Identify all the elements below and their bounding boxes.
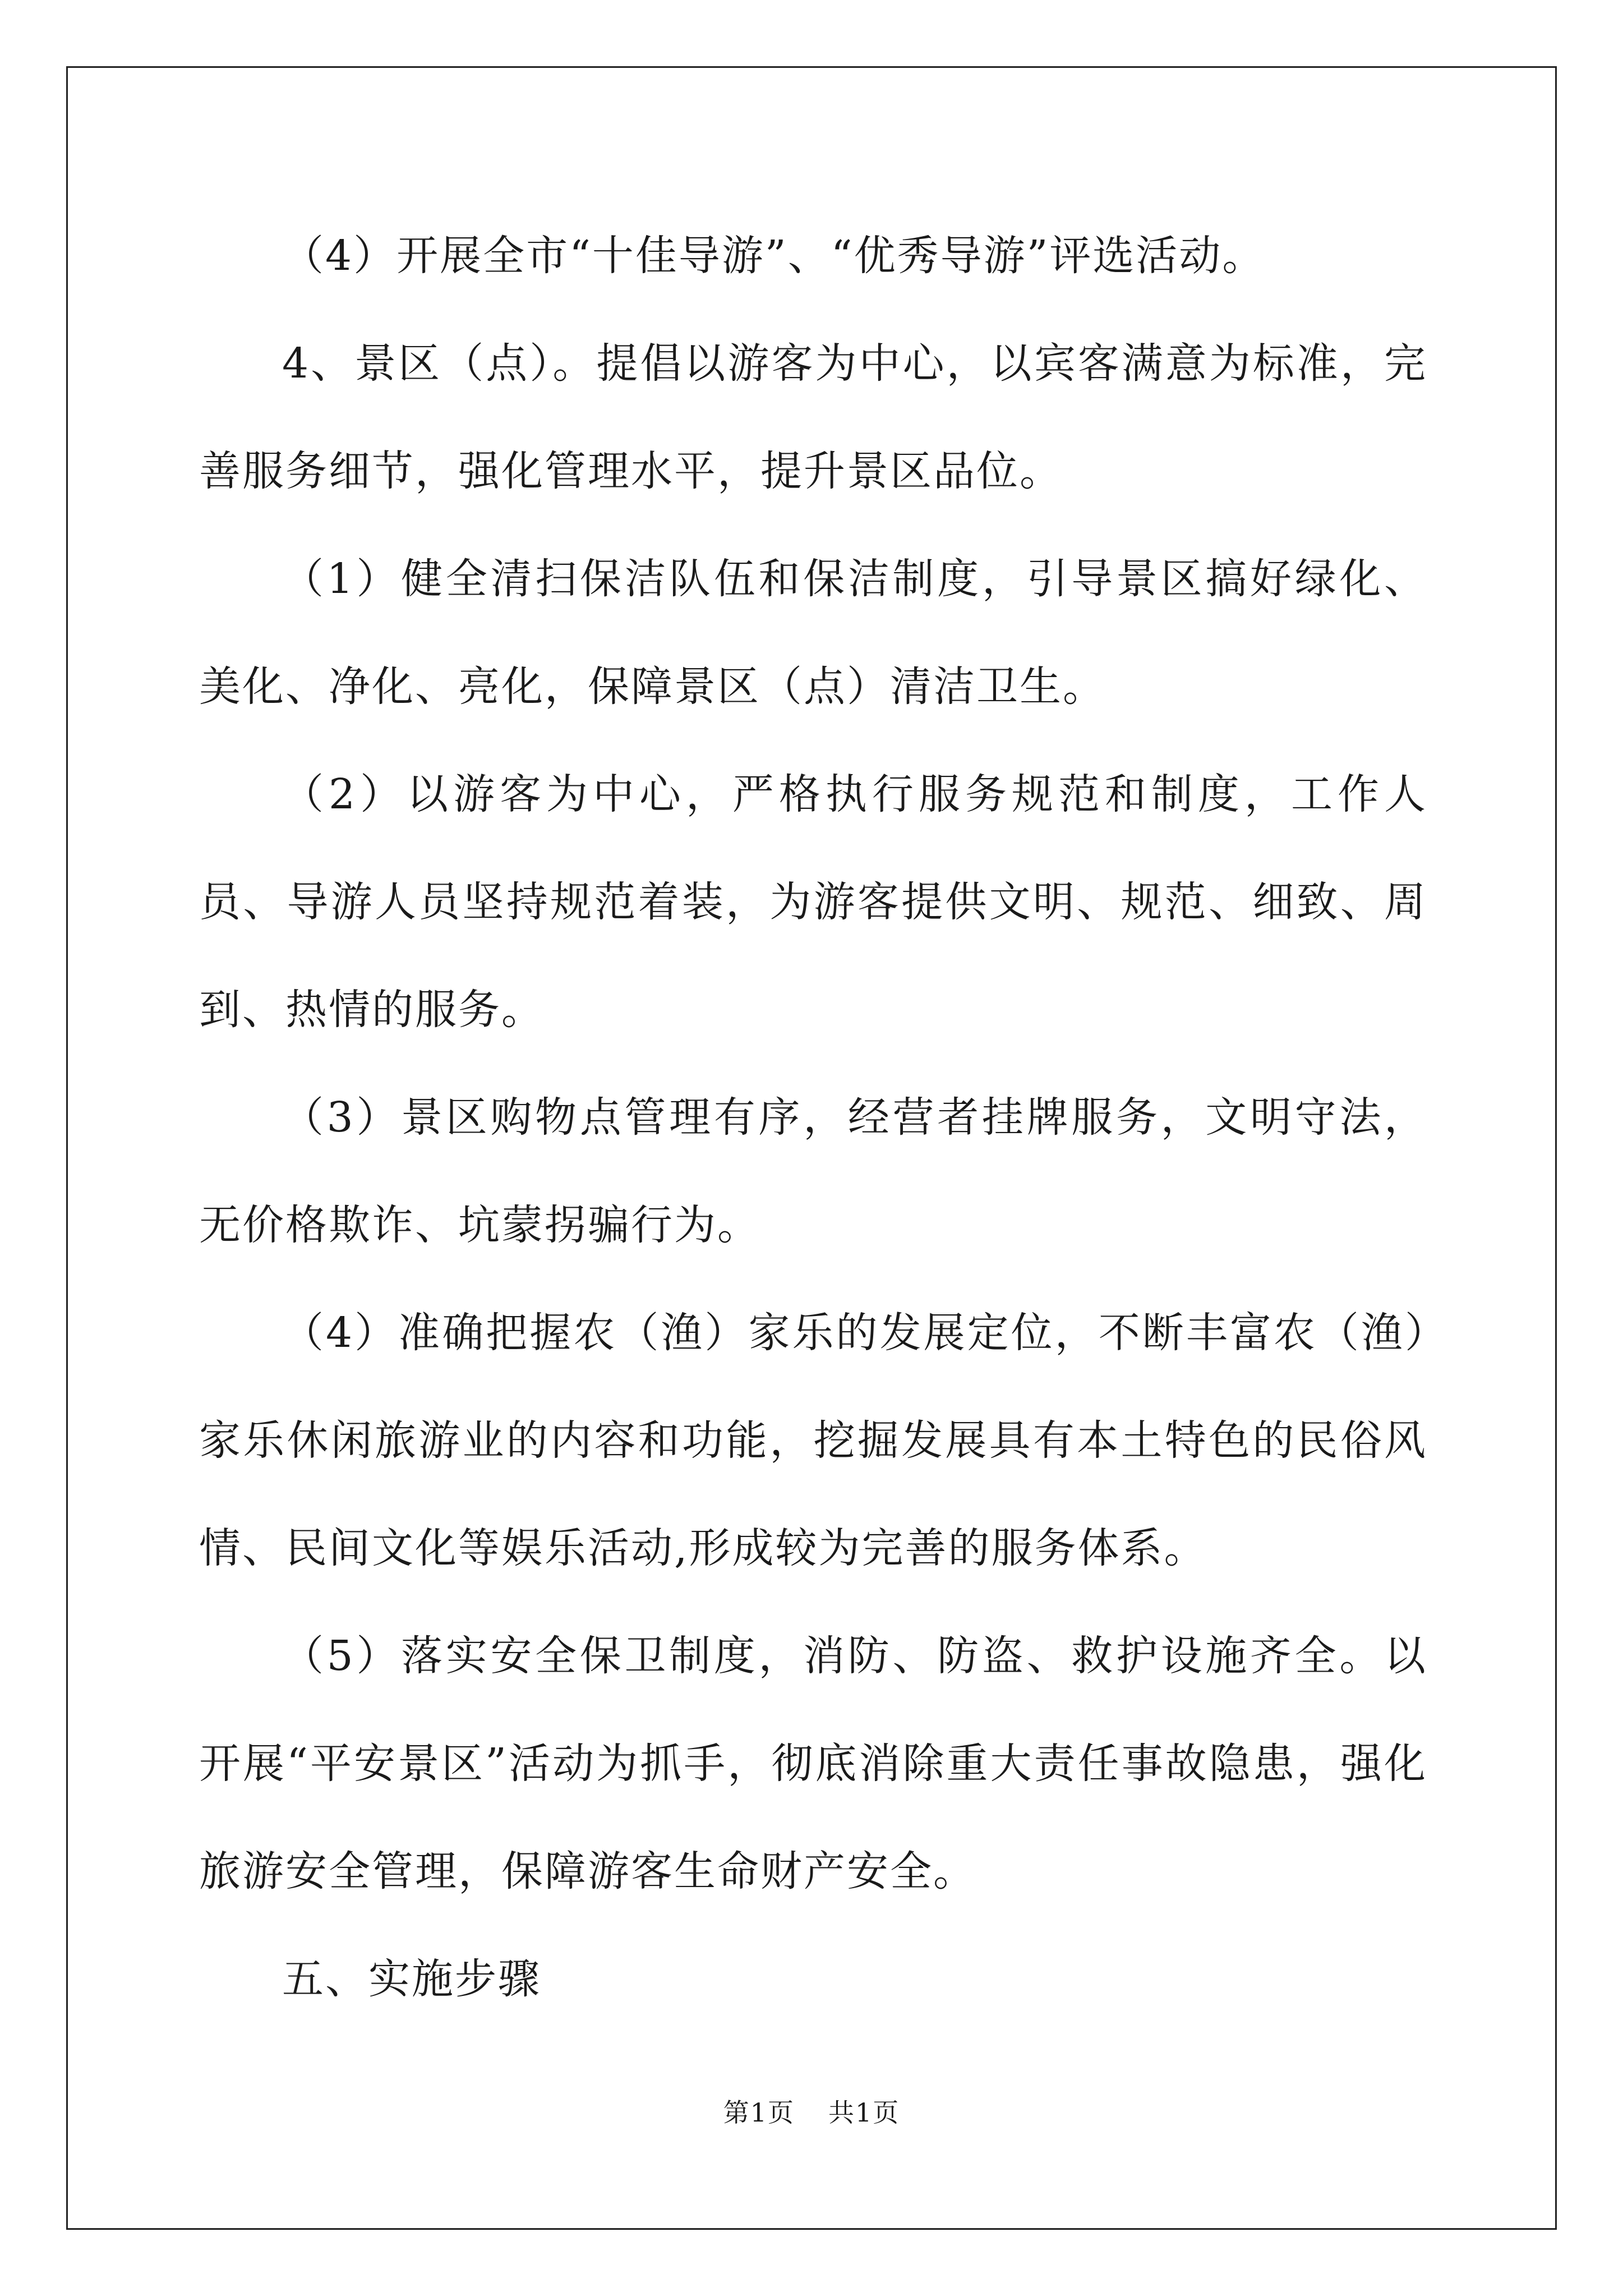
document-body [199, 202, 1427, 2033]
page-number-current: 第1页 [723, 2097, 795, 2128]
section-heading-implementation: 五、实施步骤 [282, 1955, 541, 2003]
paragraph-safety: （5）落实安全保卫制度，消防、防盗、救护设施齐全。以开展“平安景区”活动为抓手，彻底消除重大责任事故隐患，强化旅游安全管理，保障游客生命财产安全。 [199, 1632, 1427, 1895]
paragraph-scenic-area: 4、景区（点）。提倡以游客为中心，以宾客满意为标准，完善服务细节，强化管理水平，提升景区品位。 [199, 339, 1427, 495]
paragraph-agritourism: （4）准确把握农（渔）家乐的发展定位，不断丰富农（渔）家乐休闲旅游业的内容和功能，挖掘发展具有本土特色的民俗风情、民间文化等娱乐活动,形成较为完善的服务体系。 [199, 1309, 1427, 1572]
paragraph-cleaning: （1）健全清扫保洁队伍和保洁制度，引导景区搞好绿化、美化、净化、亮化，保障景区（点）清洁卫生。 [199, 555, 1427, 711]
paragraph-guide-selection: （4）开展全市“十佳导游”、“优秀导游”评选活动。 [282, 232, 1266, 280]
page-footer [0, 2092, 1623, 2129]
page-number-total: 共1页 [828, 2097, 900, 2128]
paragraph-service-standards: （2）以游客为中心，严格执行服务规范和制度，工作人员、导游人员坚持规范着装，为游客提供文明、规范、细致、周到、热情的服务。 [199, 770, 1427, 1034]
paragraph-shopping: （3）景区购物点管理有序，经营者挂牌服务，文明守法，无价格欺诈、坑蒙拐骗行为。 [199, 1093, 1427, 1249]
